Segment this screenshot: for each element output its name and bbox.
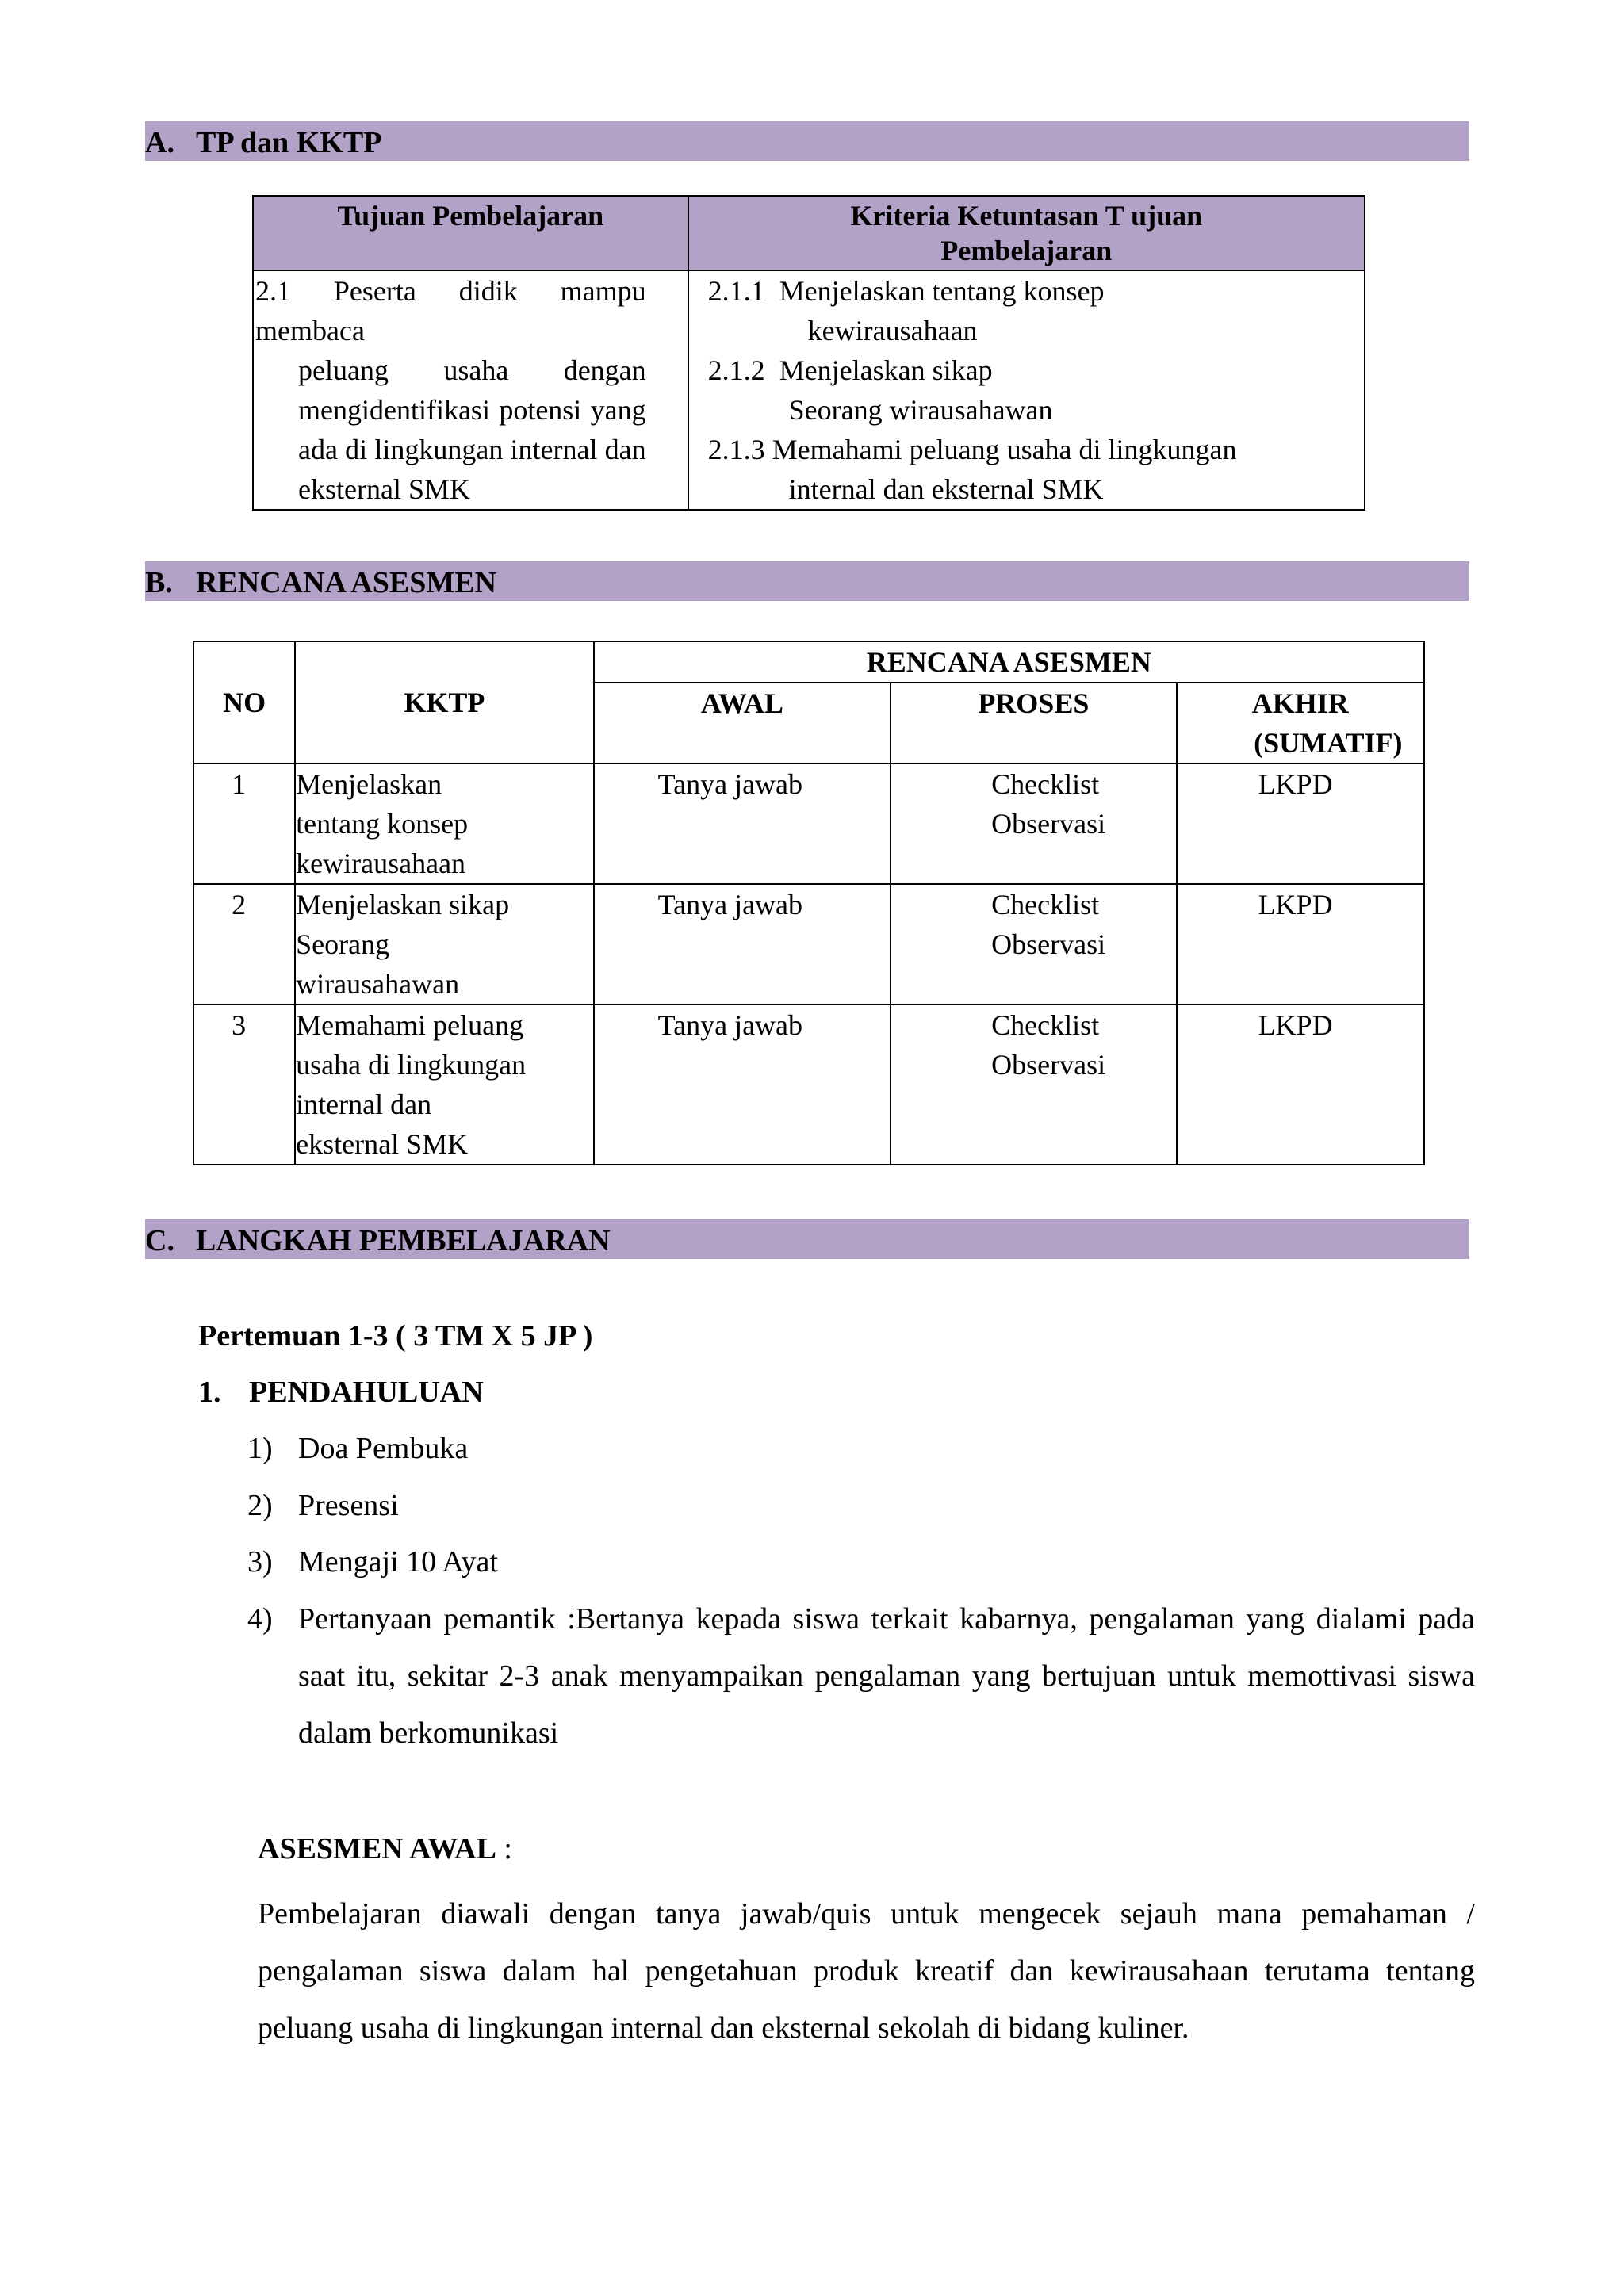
tp-line: ada di lingkungan internal dan (298, 434, 646, 465)
row-kktp: Menjelaskan sikap Seorang wirausahawan (295, 884, 593, 1004)
row-proses: Checklist Observasi (891, 1004, 1176, 1165)
no-header: NO (193, 641, 295, 763)
list-item: 1) Doa Pembuka (247, 1432, 469, 1465)
kktp-item-cont: internal dan eksternal SMK (788, 473, 1104, 505)
row-akhir: LKPD (1177, 884, 1424, 1004)
rencana-asesmen-table (193, 641, 1425, 1165)
section-a-header (145, 121, 1469, 161)
row-no: 3 (193, 1004, 295, 1165)
tp-line: peluang usaha dengan (298, 354, 646, 386)
section-c-title: LANGKAH PEMBELAJARAN (196, 1224, 611, 1257)
awal-header: AWAL (594, 683, 891, 763)
row-kktp: Memahami peluang usaha di lingkungan internal dan eksternal SMK (295, 1004, 593, 1165)
kktp-header: Kriteria Ketuntasan T ujuan Pembelajaran (688, 196, 1365, 270)
row-awal: Tanya jawab (594, 763, 891, 884)
part-heading (198, 1372, 484, 1412)
list-item: 4) Pertanyaan pemantik :Bertanya kepada siswa terkait kabarnya, pengalaman yang dialami pada saat itu, sekitar 2-3 anak menyampaikan pengalaman yang bertujuan untuk memottivasi siswa dalam berkomunikasi (247, 1602, 1475, 1750)
table-row (193, 763, 1424, 884)
tp-line: mengidentifikasi potensi yang (298, 394, 646, 426)
tp-cell (253, 270, 688, 510)
section-b-title: RENCANA ASESMEN (196, 566, 497, 599)
section-c-header (145, 1219, 1469, 1259)
part-number: 1. (198, 1376, 221, 1409)
tp-kktp-table (252, 195, 1365, 511)
kktp-item: 2.1.3 Memahami peluang usaha di lingkungan (707, 434, 1237, 465)
section-a-letter: A. (145, 126, 174, 159)
tp-line: eksternal SMK (298, 473, 470, 505)
part-title: PENDAHULUAN (249, 1376, 484, 1409)
kktp-item: 2.1.1 Menjelaskan tentang konsep (707, 275, 1105, 307)
table-row (193, 884, 1424, 1004)
asesmen-awal-text: Pembelajaran diawali dengan tanya jawab/quis untuk mengecek sejauh mana pemahaman / pengalaman siswa dalam hal pengetahuan produk kreatif dan kewirausahaan terutama tentang peluang usaha di lingkungan internal dan eksternal sekolah di bidang kuliner. (258, 1897, 1475, 2045)
table-row (193, 1004, 1424, 1165)
row-awal: Tanya jawab (594, 884, 891, 1004)
asesmen-awal-heading: ASESMEN AWAL : (258, 1832, 512, 1866)
section-a-title: TP dan KKTP (196, 126, 382, 159)
tp-header: Tujuan Pembelajaran (253, 196, 688, 270)
row-akhir: LKPD (1177, 1004, 1424, 1165)
proses-header: PROSES (891, 683, 1176, 763)
rencana-group-header: RENCANA ASESMEN (594, 641, 1424, 683)
section-b-header (145, 561, 1469, 601)
list-item: 2) Presensi (247, 1489, 399, 1522)
kktp-item-cont: kewirausahaan (807, 315, 978, 346)
section-c-letter: C. (145, 1224, 174, 1257)
akhir-header: AKHIR (SUMATIF) (1177, 683, 1424, 763)
row-no: 2 (193, 884, 295, 1004)
kktp-col-header: KKTP (295, 641, 593, 763)
row-akhir: LKPD (1177, 763, 1424, 884)
row-proses: Checklist Observasi (891, 884, 1176, 1004)
kktp-item-cont: Seorang wirausahawan (788, 394, 1053, 426)
asesmen-awal-label: ASESMEN AWAL (258, 1832, 496, 1866)
kktp-item: 2.1.2 Menjelaskan sikap (707, 354, 993, 386)
section-b-letter: B. (145, 566, 173, 599)
row-proses: Checklist Observasi (891, 763, 1176, 884)
kktp-cell (688, 270, 1365, 510)
row-awal: Tanya jawab (594, 1004, 891, 1165)
meeting-title: Pertemuan 1-3 ( 3 TM X 5 JP ) (198, 1319, 593, 1353)
list-item: 3) Mengaji 10 Ayat (247, 1545, 498, 1578)
row-no: 1 (193, 763, 295, 884)
row-kktp: Menjelaskan tentang konsep kewirausahaan (295, 763, 593, 884)
tp-first-line: 2.1 Peserta didik mampu membaca (255, 275, 646, 346)
